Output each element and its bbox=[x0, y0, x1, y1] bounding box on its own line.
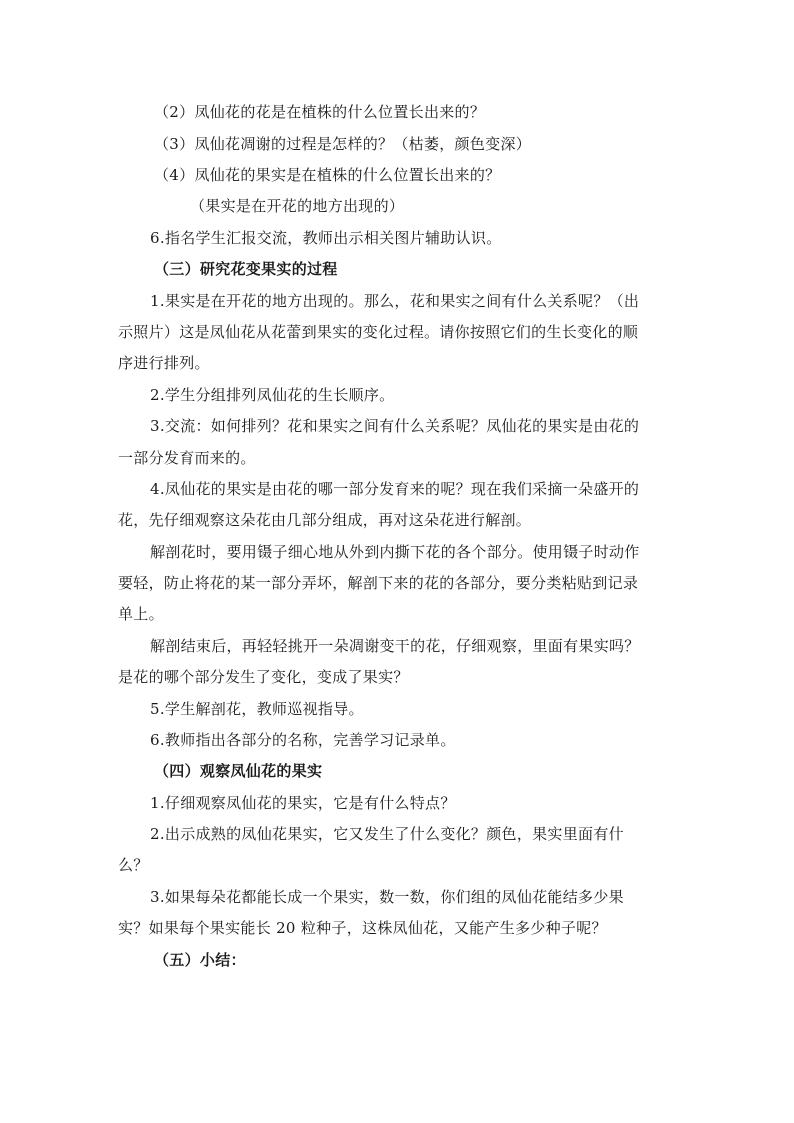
paragraph-line: 单上。 bbox=[118, 605, 164, 623]
paragraph-line: 2.出示成熟的凤仙花果实，它又发生了什么变化？颜色，果实里面有什 bbox=[150, 825, 624, 843]
paragraph-line: 4.凤仙花的果实是由花的哪一部分发育来的呢？现在我们采摘一朵盛开的 bbox=[150, 480, 640, 498]
paragraph-line: 是花的哪个部分发生了变化，变成了果实？ bbox=[118, 668, 409, 686]
question-4-line: （4）凤仙花的果实是在植株的什么位置长出来的？ bbox=[154, 166, 501, 184]
paragraph-line: 2.学生分组排列凤仙花的生长顺序。 bbox=[150, 386, 395, 404]
section-5-heading: （五）小结： bbox=[154, 951, 246, 969]
paragraph-line: 解剖花时，要用镊子细心地从外到内撕下花的各个部分。使用镊子时动作 bbox=[150, 543, 640, 561]
paragraph-line: 解剖结束后，再轻轻挑开一朵凋谢变干的花，仔细观察，里面有果实吗？ bbox=[150, 637, 640, 655]
paragraph-line: 花，先仔细观察这朵花由几部分组成，再对这朵花进行解剖。 bbox=[118, 511, 532, 529]
paragraph-line: 序进行排列。 bbox=[118, 354, 210, 372]
question-2-line: （2）凤仙花的花是在植株的什么位置长出来的？ bbox=[154, 103, 486, 121]
paragraph-line: 一部分发育而来的。 bbox=[118, 449, 256, 467]
paragraph-line: 3.如果每朵花都能长成一个果实，数一数，你们组的凤仙花能结多少果 bbox=[150, 888, 624, 906]
paragraph-line: 要轻，防止将花的某一部分弄坏，解剖下来的花的各部分，要分类粘贴到记录 bbox=[118, 574, 639, 592]
paragraph-line: 实？如果每个果实能长 20 粒种子，这株凤仙花，又能产生多少种子呢？ bbox=[118, 919, 607, 937]
paragraph-line: 6.教师指出各部分的名称，完善学习记录单。 bbox=[150, 731, 456, 749]
section-4-heading: （四）观察凤仙花的果实 bbox=[154, 762, 323, 780]
paragraph-line: 3.交流：如何排列？花和果实之间有什么关系呢？凤仙花的果实是由花的 bbox=[150, 417, 640, 435]
paragraph-line: 示照片）这是凤仙花从花蕾到果实的变化过程。请你按照它们的生长变化的顺 bbox=[118, 323, 639, 341]
question-3-line: （3）凤仙花凋谢的过程是怎样的？（枯萎，颜色变深） bbox=[154, 135, 532, 153]
step-6-line: 6.指名学生汇报交流，教师出示相关图片辅助认识。 bbox=[150, 229, 502, 247]
answer-note-line: （果实是在开花的地方出现的） bbox=[190, 197, 405, 215]
paragraph-line: 5.学生解剖花，教师巡视指导。 bbox=[150, 700, 364, 718]
paragraph-line: 1.果实是在开花的地方出现的。那么，花和果实之间有什么关系呢？（出 bbox=[150, 292, 640, 310]
paragraph-line: 1.仔细观察凤仙花的果实，它是有什么特点？ bbox=[150, 794, 456, 812]
section-3-heading: （三）研究花变果实的过程 bbox=[154, 260, 338, 278]
paragraph-line: 么？ bbox=[118, 856, 149, 874]
